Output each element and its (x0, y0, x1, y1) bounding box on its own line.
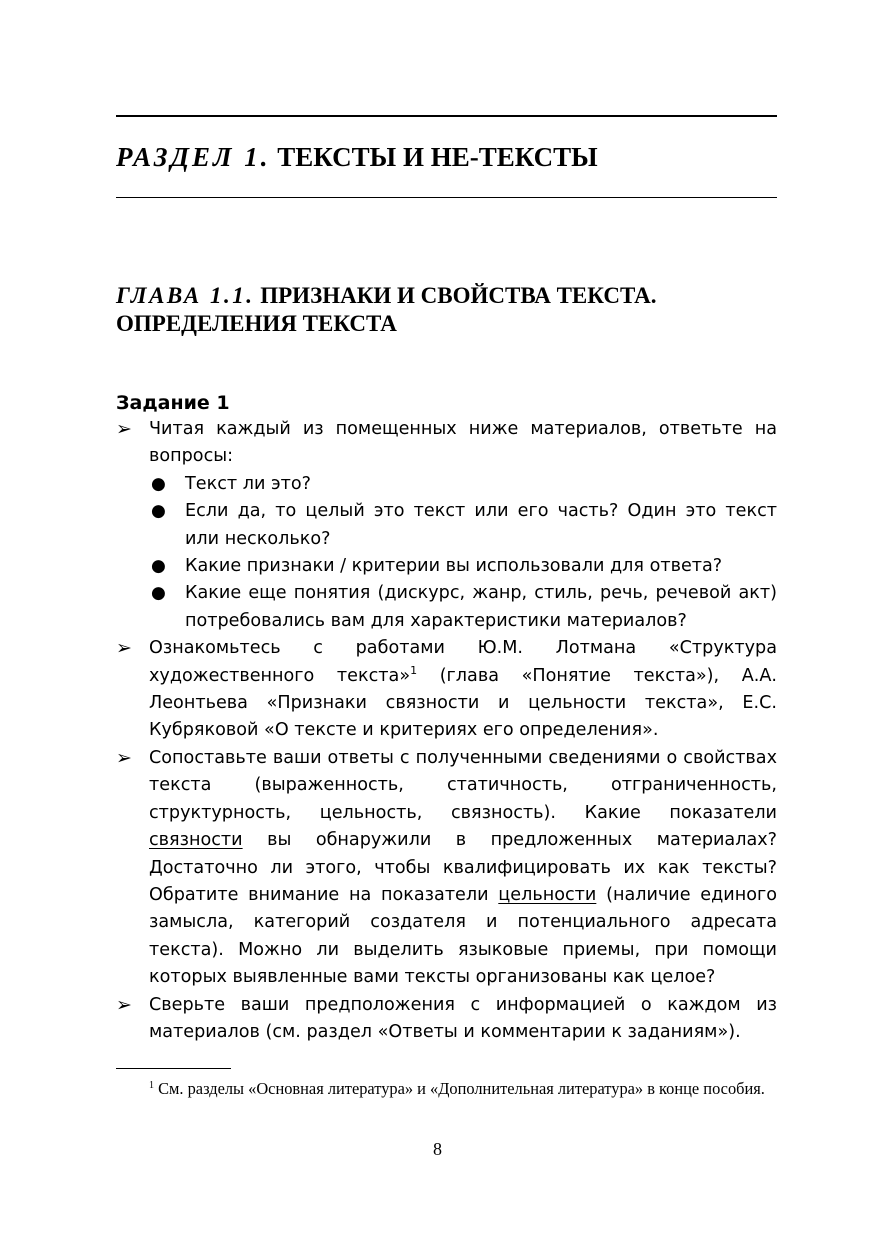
arrowhead-bullet-icon: ➢ (116, 746, 132, 769)
task-item-3-text-a: Сопоставьте ваши ответы с полученными сведениями о свойствах текста (выраженность, статичность, отграниченность, структурность, цельность, связность). Какие показатели (149, 747, 777, 823)
section-title (116, 140, 598, 174)
footnote-text: См. разделы «Основная литература» и «Дополнительная литература» в конце пособия. (154, 1079, 765, 1098)
question-item (149, 498, 777, 553)
task-item-3 (116, 745, 777, 992)
footnote-reference: 1 (410, 663, 418, 677)
bullet-dot-icon: ● (151, 583, 166, 604)
task-item-1 (116, 416, 777, 635)
bullet-dot-icon: ● (151, 501, 166, 522)
question-text: Какие признаки / критерии вы использовали для ответа? (185, 556, 723, 577)
task-item-2-text-a: Ознакомьтесь с работами Ю.М. Лотмана «Структура художественного текста» (149, 638, 777, 686)
page-number: 8 (433, 1139, 442, 1159)
arrowhead-bullet-icon: ➢ (116, 993, 132, 1016)
task-item-2-text-b: (глава «Понятие текста»), А.А. Леонтьева «Признаки связности и цельности текста», Е.С. Кубряковой «О тексте и критериях его определения». (149, 665, 777, 741)
task-item-4 (116, 992, 777, 1047)
question-list (149, 471, 777, 635)
question-item (149, 471, 777, 498)
task-item-1-text: Читая каждый из помещенных ниже материалов, ответьте на вопросы: (149, 419, 777, 467)
question-text: Если да, то целый это текст или его часть? Один это текст или несколько? (185, 501, 777, 549)
footnote-number: 1 (149, 1080, 154, 1091)
section-label: РАЗДЕЛ 1. (116, 142, 271, 172)
bullet-dot-icon: ● (151, 473, 166, 494)
section-name: ТЕКСТЫ И НЕ-ТЕКСТЫ (277, 142, 598, 172)
bullet-dot-icon: ● (151, 556, 166, 577)
arrowhead-bullet-icon: ➢ (116, 637, 132, 660)
top-rule (116, 115, 777, 117)
task-item-3-text-c: (наличие единого замысла, категорий создателя и потенциального адресата текста). Можно ли выделить языковые приемы, при помощи которых выявленные вами тексты организованы как целое? (149, 884, 777, 988)
footnote (116, 1077, 777, 1101)
question-text: Какие еще понятия (дискурс, жанр, стиль, речь, речевой акт) потребовались вам для характеристики материалов? (185, 583, 777, 631)
arrowhead-bullet-icon: ➢ (116, 418, 132, 440)
task-item-2 (116, 635, 777, 745)
task-item-4-text: Сверьте ваши предположения с информацией о каждом из материалов (см. раздел «Ответы и комментарии к заданиям»). (149, 994, 777, 1042)
task-body (116, 416, 777, 1046)
term-cohesion: связности (149, 830, 243, 851)
question-item (149, 553, 777, 580)
footnote-separator (116, 1068, 231, 1069)
chapter-label: ГЛАВА 1.1. (116, 283, 255, 308)
chapter-name: ПРИЗНАКИ И СВОЙСТВА ТЕКСТА. ОПРЕДЕЛЕНИЯ ТЕКСТА (116, 283, 657, 336)
task-heading: Задание 1 (116, 392, 230, 414)
task-item-3-text-b: вы обнаружили в предложенных материалах? Достаточно ли этого, чтобы квалифицировать их как тексты? Обратите внимание на показатели (149, 830, 777, 905)
question-item (149, 580, 777, 635)
term-integrity: цельности (498, 884, 597, 905)
chapter-title (116, 282, 777, 338)
section-bottom-rule (116, 197, 777, 198)
question-text: Текст ли это? (185, 473, 311, 494)
